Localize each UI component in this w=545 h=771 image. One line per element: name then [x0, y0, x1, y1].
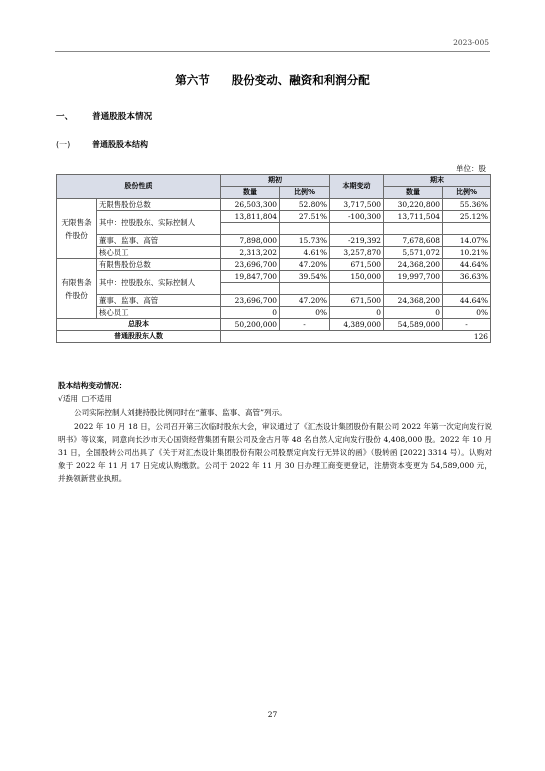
change: -100,300	[330, 211, 384, 223]
change-paragraph-2: 2022 年 10 月 18 日，公司召开第三次临时股东大会，审议通过了《汇杰设计集团股份有限公司 2022 年第一次定向发行说明书》等议案，同意向长沙市天心国资经营集团有限公司及金古月等 48 名自然人定向发行股份 4,408,000 股。2022 年 10 月 31 日，全国股转公司出具了《关于对汇杰设计集团股份有限公司股票定向发行无异议的函》（股转函 [2022] 3314 号）。认购对象于 2022 年 11 月 17 日完成认购缴款。公司于 2022 年 11 月 30 日办理工商变更登记，注册资本变更为 54,589,000 元，并换领新营业执照。	[58, 422, 492, 483]
holders-row	[57, 331, 491, 343]
table-row	[57, 199, 491, 211]
total-change: 4,389,000	[330, 319, 384, 331]
end-qty: 30,220,800	[384, 199, 443, 211]
total-label: 总股本	[57, 319, 221, 331]
change: 671,500	[330, 295, 384, 307]
change: 671,500	[330, 259, 384, 271]
header-change: 本期变动	[330, 175, 384, 199]
change: 3,717,500	[330, 199, 384, 211]
begin-ratio: 47.20%	[280, 259, 330, 271]
category-cell: 无限售条件股份	[57, 199, 97, 259]
end-ratio: 44.64%	[443, 295, 491, 307]
table-unit: 单位：股	[456, 164, 486, 173]
row-label: 董事、监事、高管	[97, 295, 221, 307]
end-ratio: 25.12%	[443, 211, 491, 223]
table-header-row	[57, 175, 491, 187]
end-ratio: 36.63%	[443, 271, 491, 283]
total-end-ratio: -	[443, 319, 491, 331]
table-row	[57, 295, 491, 307]
table-row	[57, 211, 491, 223]
header-end: 期末	[384, 175, 491, 187]
change: -219,392	[330, 235, 384, 247]
begin-qty: 23,696,700	[221, 259, 280, 271]
begin-ratio: 27.51%	[280, 211, 330, 223]
holders-value: 126	[221, 331, 491, 343]
category-cell: 有限售条件股份	[57, 259, 97, 319]
end-qty: 7,678,608	[384, 235, 443, 247]
end-qty: 19,997,700	[384, 271, 443, 283]
end-qty: 0	[384, 307, 443, 319]
end-qty: 24,368,200	[384, 259, 443, 271]
heading-2-number: (一)	[56, 140, 71, 149]
section-name: 股份变动、融资和利润分配	[231, 73, 370, 87]
begin-qty: 7,898,000	[221, 235, 280, 247]
begin-ratio: 15.73%	[280, 235, 330, 247]
begin-ratio: 0%	[280, 307, 330, 319]
begin-qty: 23,696,700	[221, 295, 280, 307]
table-row	[57, 259, 491, 271]
end-ratio: 10.21%	[443, 247, 491, 259]
row-label: 有限售股份总数	[97, 259, 221, 271]
change: 3,257,870	[330, 247, 384, 259]
table-row	[57, 247, 491, 259]
begin-qty: 26,503,300	[221, 199, 280, 211]
page-number: 27	[267, 710, 278, 719]
end-qty: 13,711,504	[384, 211, 443, 223]
applicability-options	[58, 393, 116, 404]
total-end-qty: 54,589,000	[384, 319, 443, 331]
heading-1	[56, 110, 152, 122]
row-label: 其中：控股股东、实际控制人	[97, 211, 221, 235]
heading-1-title: 普通股股本情况	[92, 112, 153, 122]
holders-label: 普通股股东人数	[57, 331, 221, 343]
heading-2	[56, 139, 148, 150]
row-label: 核心员工	[97, 247, 221, 259]
end-ratio: 0%	[443, 307, 491, 319]
change: 150,000	[330, 271, 384, 283]
row-label: 董事、监事、高管	[97, 235, 221, 247]
heading-1-number: 一、	[56, 112, 74, 122]
table-row	[57, 235, 491, 247]
section-number: 第六节	[175, 73, 210, 87]
begin-ratio: 4.61%	[280, 247, 330, 259]
applicable-option: √适用	[58, 394, 79, 403]
section-title	[0, 72, 545, 88]
begin-ratio: 47.20%	[280, 295, 330, 307]
end-ratio: 44.64%	[443, 259, 491, 271]
end-qty: 24,368,200	[384, 295, 443, 307]
header-begin: 期初	[221, 175, 330, 187]
begin-ratio: 39.54%	[280, 271, 330, 283]
total-begin-ratio: -	[280, 319, 330, 331]
document-code: 2023-005	[453, 38, 489, 47]
row-label: 其中：控股股东、实际控制人	[97, 271, 221, 295]
header-begin-ratio: 比例%	[280, 187, 330, 199]
begin-qty: 0	[221, 307, 280, 319]
header-begin-qty: 数量	[221, 187, 280, 199]
not-applicable-option: □不适用	[82, 394, 112, 403]
header-end-ratio: 比例%	[443, 187, 491, 199]
share-structure-table	[56, 174, 491, 343]
total-begin-qty: 50,200,000	[221, 319, 280, 331]
row-label: 核心员工	[97, 307, 221, 319]
heading-2-title: 普通股股本结构	[92, 140, 148, 149]
table-row	[57, 307, 491, 319]
end-ratio: 55.36%	[443, 199, 491, 211]
begin-qty: 13,811,804	[221, 211, 280, 223]
end-qty: 5,571,072	[384, 247, 443, 259]
begin-ratio: 52.80%	[280, 199, 330, 211]
begin-qty: 2,313,202	[221, 247, 280, 259]
total-row	[57, 319, 491, 331]
header-share-nature: 股份性质	[57, 175, 221, 199]
begin-qty: 19,847,700	[221, 271, 280, 283]
row-label: 无限售股份总数	[97, 199, 221, 211]
change-title: 股本结构变动情况：	[58, 381, 127, 390]
end-ratio: 14.07%	[443, 235, 491, 247]
change-paragraph-1: 公司实际控制人刘捷持股比例同时在“董事、监事、高管”列示。	[74, 408, 287, 417]
header-end-qty: 数量	[384, 187, 443, 199]
header-rule	[55, 51, 490, 52]
change: 0	[330, 307, 384, 319]
table-row	[57, 271, 491, 283]
